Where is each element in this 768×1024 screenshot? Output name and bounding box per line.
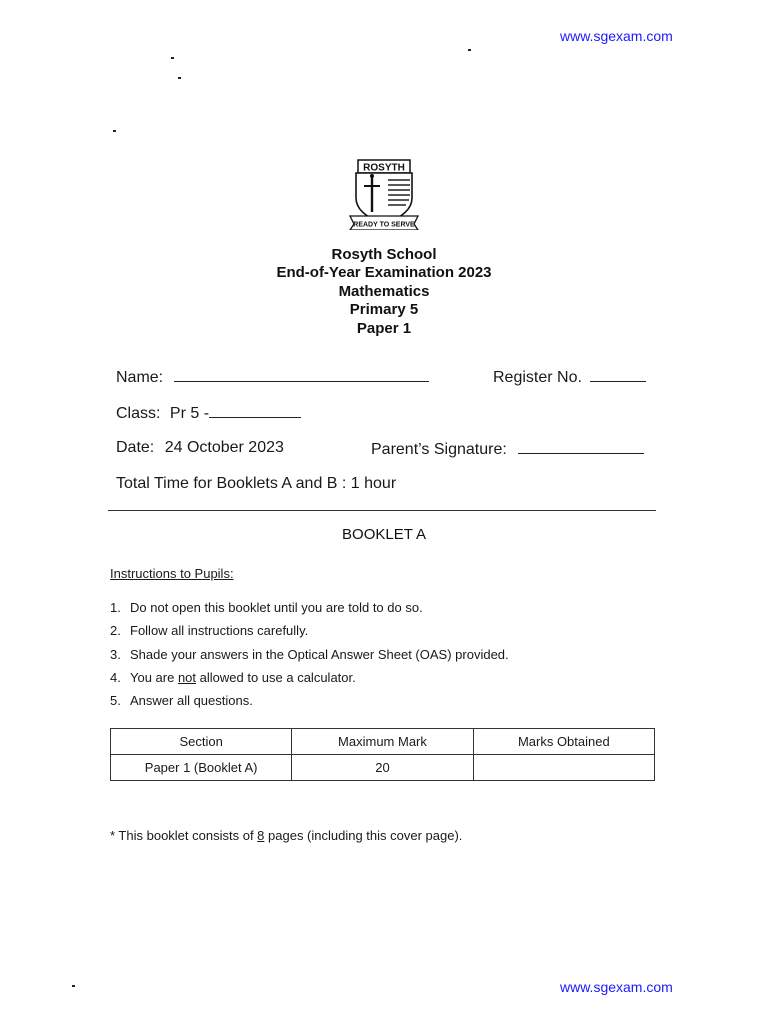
item-number: 5. — [110, 693, 121, 709]
name-field — [116, 367, 429, 387]
class-value: Pr 5 - — [169, 405, 210, 422]
item-number: 4. — [110, 669, 121, 685]
date-value: 24 October 2023 — [164, 439, 284, 456]
parent-signature-label: Parent’s Signature: — [371, 441, 507, 458]
subject: Mathematics — [338, 282, 430, 300]
level: Primary 5 — [349, 301, 419, 319]
instructions-list — [110, 596, 509, 712]
paper: Paper 1 — [356, 319, 412, 337]
register-label: Register No. — [493, 369, 582, 386]
school-name: Rosyth School — [331, 246, 437, 263]
booklet-heading: BOOKLET A — [342, 526, 426, 543]
cell-section: Paper 1 (Booklet A) — [111, 755, 292, 781]
scan-speck — [72, 985, 75, 987]
crest-motto: READY TO SERVE — [353, 221, 415, 229]
cell-marks-obtained[interactable] — [473, 755, 654, 781]
date-field — [116, 439, 284, 457]
item-number: 3. — [110, 646, 121, 662]
scan-speck — [113, 130, 116, 132]
watermark-link-bottom[interactable]: www.sgexam.com — [560, 979, 673, 995]
list-item — [110, 643, 509, 666]
marks-table — [110, 728, 655, 781]
item-number: 1. — [110, 600, 121, 615]
register-field — [493, 367, 646, 387]
item-text-emphasis: not — [177, 669, 197, 685]
table-header-row — [111, 729, 655, 755]
class-field — [116, 403, 301, 423]
class-input-line[interactable] — [209, 403, 301, 418]
item-number: 2. — [110, 623, 121, 639]
note-pages: 8 — [257, 828, 265, 843]
scan-speck — [468, 49, 471, 51]
item-text: Do not open this booklet until you are told to do so. — [130, 600, 423, 615]
scan-speck — [171, 57, 174, 59]
note-post: pages (including this cover page). — [264, 828, 463, 843]
name-label: Name: — [116, 369, 164, 386]
parent-signature-field — [371, 439, 644, 459]
instructions-heading: Instructions to Pupils: — [110, 566, 234, 581]
header-cell-marks-obtained: Marks Obtained — [473, 729, 654, 755]
svg-text:ROSYTH: ROSYTH — [363, 162, 405, 174]
item-text-post: allowed to use a calculator. — [196, 669, 356, 685]
list-item — [110, 689, 509, 712]
divider-rule — [108, 510, 656, 511]
header-cell-section: Section — [111, 729, 292, 755]
item-text: Follow all instructions carefully. — [130, 623, 309, 639]
class-label: Class: — [116, 405, 161, 422]
exam-title-block — [0, 246, 768, 338]
list-item — [110, 596, 509, 619]
date-label: Date: — [116, 439, 155, 456]
list-item — [110, 619, 509, 642]
watermark-link-top[interactable]: www.sgexam.com — [560, 28, 673, 44]
cell-maximum-mark: 20 — [292, 755, 473, 781]
school-crest-logo — [348, 158, 420, 230]
exam-name: End-of-Year Examination 2023 — [276, 264, 492, 282]
scan-speck — [178, 77, 181, 79]
table-row — [111, 755, 655, 781]
name-input-line[interactable] — [174, 367, 429, 382]
total-time: Total Time for Booklets A and B : 1 hour — [116, 475, 397, 492]
item-text: Answer all questions. — [130, 693, 253, 709]
page-count-note — [110, 828, 462, 843]
header-cell-maximum-mark: Maximum Mark — [292, 729, 473, 755]
register-input-line[interactable] — [590, 367, 646, 382]
list-item — [110, 666, 509, 689]
item-text-pre: You are — [130, 669, 178, 685]
parent-signature-line[interactable] — [518, 439, 644, 454]
item-text: Shade your answers in the Optical Answer Sheet (OAS) provided. — [130, 646, 509, 662]
note-pre: * This booklet consists of — [110, 828, 258, 843]
